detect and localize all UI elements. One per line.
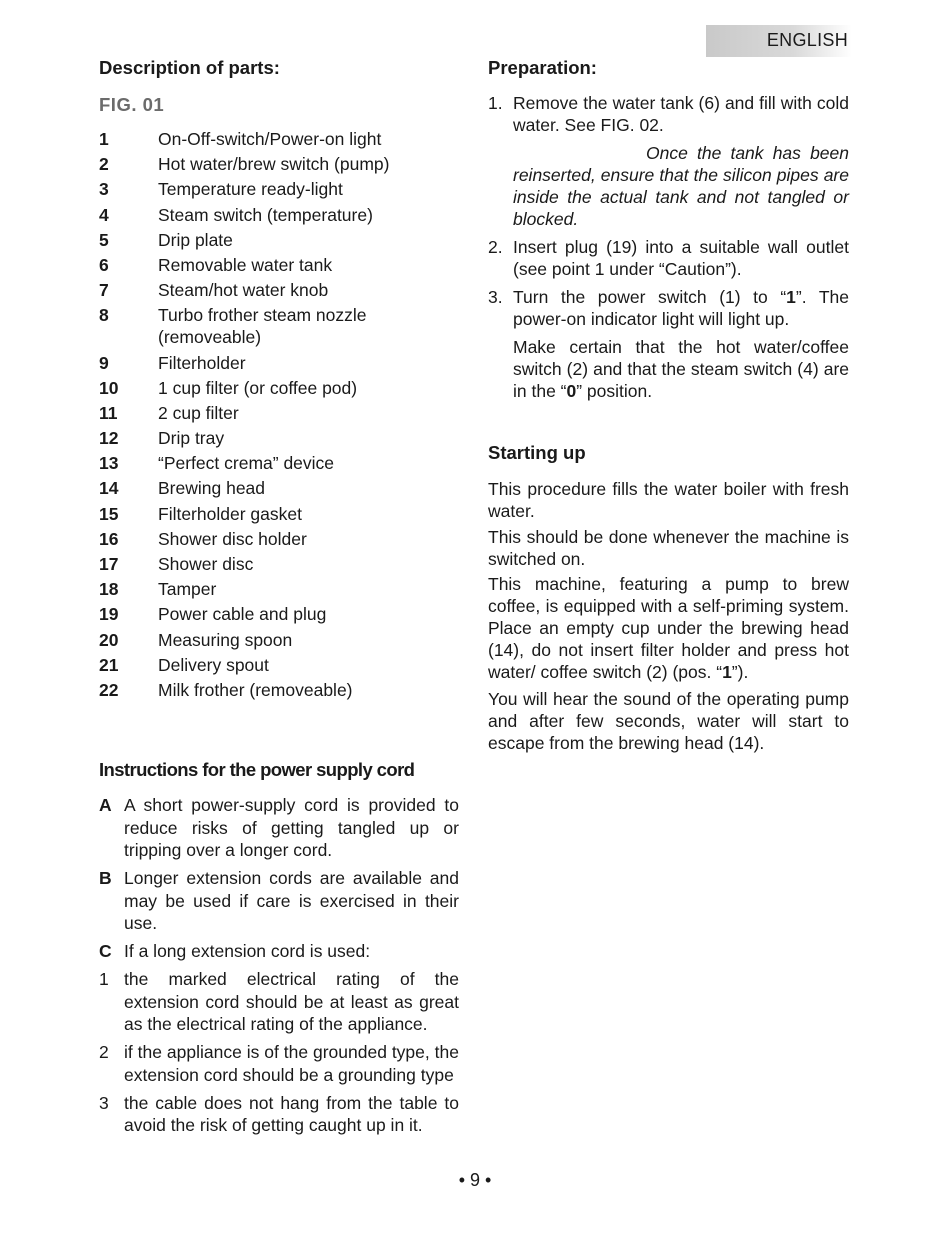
step-text: Remove the water tank (6) and fill with cold water. See FIG. 02.: [513, 93, 849, 135]
cord-item-marker: A: [99, 795, 112, 815]
part-item: [99, 654, 459, 676]
preparation-steps: [488, 92, 849, 408]
part-label: Tamper: [158, 579, 217, 600]
part-item: [99, 629, 459, 651]
language-tab: [706, 25, 852, 57]
part-number: 20: [99, 629, 119, 650]
part-number: 7: [99, 280, 109, 301]
part-number: 9: [99, 352, 109, 373]
part-item: [99, 503, 459, 525]
part-item: [99, 254, 459, 276]
part-number: 12: [99, 428, 119, 449]
part-number: 10: [99, 377, 119, 398]
cord-heading: Instructions for the power supply cord: [99, 759, 415, 780]
part-label: Milk frother (removeable): [158, 679, 353, 700]
cord-item-text: Longer extension cords are available and may be used if care is exercised in their use.: [124, 868, 459, 933]
prep-step-1: [488, 92, 849, 230]
part-label: Hot water/brew switch (pump): [158, 154, 390, 175]
step-text: Insert plug (19) into a suitable wall outlet (see point 1 under “Caution”).: [513, 237, 849, 279]
prep-step-2: [488, 236, 849, 280]
step-marker: 1.: [488, 93, 503, 113]
part-label: Shower disc holder: [158, 528, 307, 549]
part-item: [99, 528, 459, 550]
part-label: Removable water tank: [158, 254, 333, 275]
cord-item: [99, 867, 459, 935]
cord-item-text: the marked electrical rating of the extension cord should be at least as great as the electrical rating of the appliance.: [124, 969, 459, 1034]
part-label: Brewing head: [158, 478, 266, 499]
part-number: 15: [99, 503, 119, 524]
part-number: 8: [99, 305, 109, 326]
part-item: [99, 477, 459, 499]
step-marker: 3.: [488, 287, 503, 307]
preparation-heading: Preparation:: [488, 57, 597, 78]
part-label: 1 cup filter (or coffee pod): [158, 377, 358, 398]
cord-item-marker: C: [99, 941, 112, 961]
part-label: Shower disc: [158, 554, 254, 574]
part-item: [99, 578, 459, 600]
part-item: [99, 304, 459, 348]
part-number: 11: [99, 402, 118, 423]
part-number: 17: [99, 554, 119, 574]
part-label: 2 cup filter: [158, 402, 239, 423]
cord-item: [99, 1092, 459, 1137]
part-label: Steam/hot water knob: [158, 280, 329, 301]
part-item: [99, 178, 459, 200]
prep-step-3: [488, 286, 849, 402]
tank-note: Once the tank has been reinserted, ensure that the silicon pipes are inside the actual tank and not tangled or blocked.: [513, 143, 849, 229]
parts-list: [99, 128, 459, 704]
cord-item-text: the cable does not hang from the table to avoid the risk of getting caught up in it.: [124, 1092, 459, 1135]
part-item: [99, 427, 459, 449]
part-number: 19: [99, 604, 119, 625]
cord-item-marker: 2: [99, 1042, 109, 1062]
part-label: Filterholder: [158, 352, 246, 373]
part-item: [99, 204, 459, 226]
part-number: 2: [99, 154, 109, 175]
cord-item: [99, 1041, 459, 1086]
starting-up-paragraph-1: This procedure fills the water boiler with fresh water.: [488, 479, 849, 521]
starting-up-paragraph-3: This machine, featuring a pump to brew coffee, is equipped with a self-priming system. Place an empty cup under the brewing head (14), do not insert filter holder and press hot water/ coffee switch (2) (pos. “1”).: [488, 574, 849, 682]
part-item: [99, 603, 459, 625]
part-label: On-Off-switch/Power-on light: [158, 129, 382, 149]
part-item: [99, 229, 459, 251]
part-item: [99, 352, 459, 374]
page-number: • 9 •: [458, 1170, 492, 1190]
step-marker: 2.: [488, 237, 503, 257]
cord-instructions-list: [99, 794, 459, 1142]
switch-position-note: Make certain that the hot water/coffee switch (2) and that the steam switch (4) are in the “0” position.: [513, 337, 849, 401]
part-number: 1: [99, 129, 109, 149]
part-item: [99, 553, 459, 575]
part-label: Filterholder gasket: [158, 503, 302, 524]
starting-up-heading: Starting up: [488, 442, 586, 463]
cord-item: [99, 968, 459, 1036]
cord-item-text: If a long extension cord is used:: [124, 941, 371, 961]
part-label: Drip plate: [158, 229, 233, 250]
part-item: [99, 377, 459, 399]
part-number: 21: [99, 654, 119, 675]
part-label: Delivery spout: [158, 654, 269, 675]
part-number: 22: [99, 679, 119, 700]
cord-item: [99, 794, 459, 862]
part-label: Turbo frother steam nozzle (removeable): [158, 305, 367, 348]
part-item: [99, 679, 459, 701]
part-label: Temperature ready-light: [158, 179, 343, 200]
part-number: 4: [99, 204, 109, 225]
cord-item-marker: 3: [99, 1092, 109, 1113]
part-label: Steam switch (temperature): [158, 204, 373, 225]
part-item: [99, 128, 459, 150]
starting-up-paragraph-2: This should be done whenever the machine is switched on.: [488, 527, 849, 569]
parts-heading: Description of parts:: [99, 57, 280, 78]
part-label: Measuring spoon: [158, 629, 293, 650]
part-number: 14: [99, 478, 119, 499]
part-number: 16: [99, 528, 119, 549]
part-number: 6: [99, 254, 109, 275]
language-label: ENGLISH: [766, 30, 848, 50]
part-number: 5: [99, 229, 109, 250]
part-item: [99, 452, 459, 474]
part-number: 18: [99, 579, 119, 600]
cord-item-marker: B: [99, 868, 112, 888]
cord-item-text: A short power-supply cord is provided to reduce risks of getting tangled up or tripping over a longer cord.: [124, 795, 459, 860]
part-label: “Perfect crema” device: [158, 453, 335, 474]
cord-item-text: if the appliance is of the grounded type, the extension cord should be a grounding type: [124, 1042, 459, 1085]
part-item: [99, 279, 459, 301]
cord-item-marker: 1: [99, 969, 109, 989]
part-item: [99, 153, 459, 175]
part-number: 3: [99, 179, 109, 200]
part-item: [99, 402, 459, 424]
starting-up-paragraph-4: You will hear the sound of the operating pump and after few seconds, water will start to escape from the brewing head (14).: [488, 689, 849, 753]
part-label: Power cable and plug: [158, 604, 327, 625]
part-label: Drip tray: [158, 428, 225, 449]
part-number: 13: [99, 453, 119, 474]
fig-label: FIG. 01: [99, 94, 165, 115]
cord-item: [99, 940, 459, 963]
step-text: Turn the power switch (1) to “1”. The power-on indicator light will light up.: [513, 287, 850, 329]
